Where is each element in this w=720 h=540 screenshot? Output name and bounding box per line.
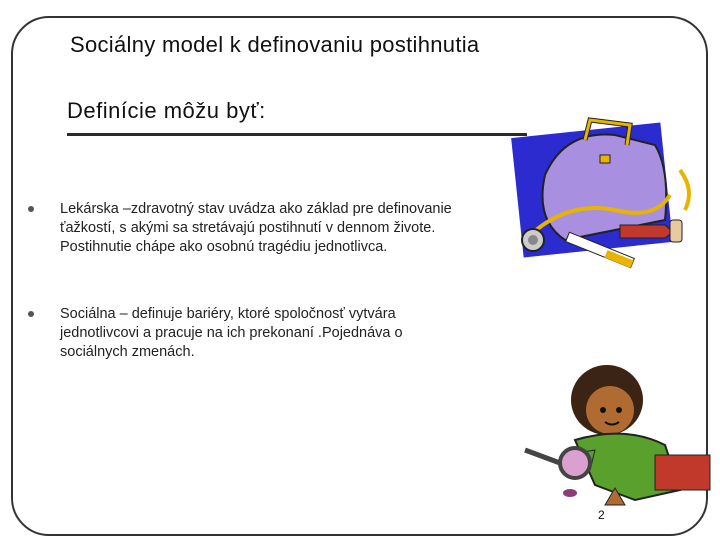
bullet-dot-icon (28, 311, 34, 317)
slide-subtitle: Definície môžu byť: (67, 98, 266, 123)
bullet-medical (28, 200, 498, 257)
title-underline (67, 133, 527, 136)
bullet-medical-term: Lekárska (60, 201, 119, 217)
bullet-dot-icon (28, 206, 34, 212)
bullet-social-term: Sociálna (60, 306, 116, 322)
doctor-bag-clipart (505, 100, 705, 275)
bullet-social-text (60, 305, 458, 362)
bullet-social-body: – definuje bariéry, ktoré spoločnosť vytvára jednotlivcovi a pracuje na ich prekonaní .Pojednáva o sociálnych zmenách. (60, 306, 403, 360)
bullet-medical-body: –zdravotný stav uvádza ako základ pre definovanie ťažkostí, s akými sa stretávajú postihnutí v dennom živote. Postihnutie chápe ako osobnú tragédiu jednotlivca. (60, 201, 452, 255)
bullet-medical-text (60, 200, 498, 257)
page-number: 2 (598, 508, 605, 522)
boy-magnifier-clipart (515, 360, 715, 510)
slide-title: Sociálny model k definovaniu postihnutia (70, 32, 480, 57)
bullet-social (28, 305, 458, 362)
